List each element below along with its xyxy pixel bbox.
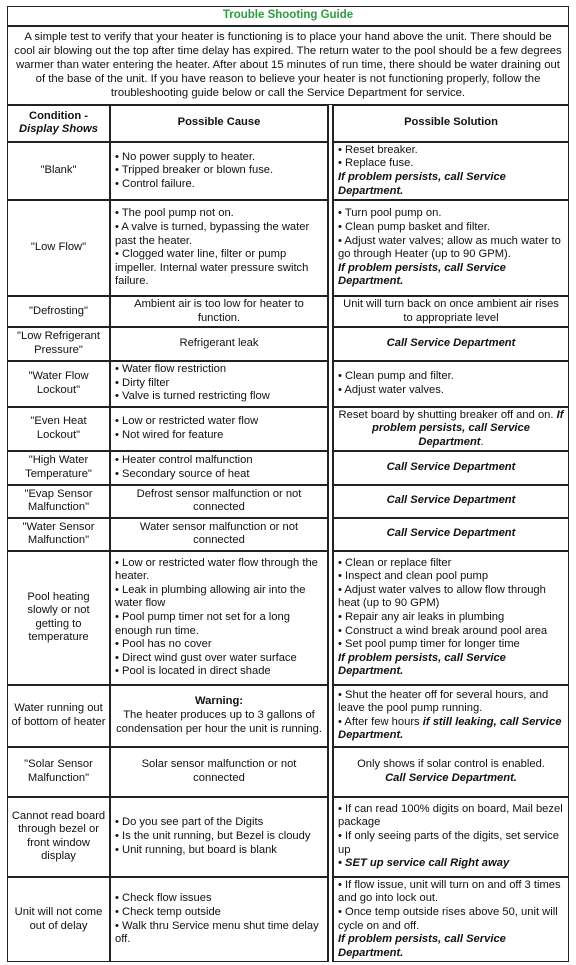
condition-cell: "Blank" bbox=[7, 142, 110, 200]
table-row bbox=[7, 200, 569, 296]
solution-cell: Call Service Department bbox=[333, 451, 569, 484]
solution-cell: • Clean pump and filter. • Adjust water valves. bbox=[333, 361, 569, 407]
table-row bbox=[7, 485, 569, 518]
cause-cell: • Do you see part of the Digits • Is the unit running, but Bezel is cloudy • Unit running, but board is blank bbox=[110, 797, 328, 877]
cause-cell: • The pool pump not on. • A valve is turned, bypassing the water past the heater. • Clogged water line, filter or pump impeller. Internal water pressure switch failure. bbox=[110, 200, 328, 296]
solution-cell: • If can read 100% digits on board, Mail bezel package • If only seeing parts of the digits, set service up • SET up service call Right away bbox=[333, 797, 569, 877]
table-row bbox=[7, 877, 569, 963]
solution-cell: Reset board by shutting breaker off and on. If problem persists, call Service Department. bbox=[333, 407, 569, 452]
cause-cell: • Low or restricted water flow • Not wired for feature bbox=[110, 407, 328, 452]
table-row bbox=[7, 797, 569, 877]
cause-cell: • Heater control malfunction • Secondary source of heat bbox=[110, 451, 328, 484]
table-row bbox=[7, 551, 569, 685]
solution-cell: Call Service Department bbox=[333, 518, 569, 551]
solution-cell: • Shut the heater off for several hours, and leave the pool pump running. • After few hours if still leaking, call Service Department. bbox=[333, 685, 569, 747]
table-row bbox=[7, 747, 569, 797]
table-row bbox=[7, 361, 569, 407]
warning-label: Warning: bbox=[194, 695, 244, 708]
table-row bbox=[7, 296, 569, 327]
solution-cell: • Clean or replace filter • Inspect and clean pool pump • Adjust water valves to allow flow through heat (up to 90 GPM) • Repair any air leaks in plumbing • Construct a wind break around pool area • Set pool pump timer for longer time If problem persists, call Service Department. bbox=[333, 551, 569, 685]
cause-cell: • Low or restricted water flow through the heater. • Leak in plumbing allowing air into the water flow • Pool pump timer not set for a long enough run time. • Pool has no cover • Direct wind gust over water surface • Pool is located in direct shade bbox=[110, 551, 328, 685]
header-row bbox=[7, 105, 569, 142]
table-row bbox=[7, 327, 569, 360]
header-solution: Possible Solution bbox=[333, 105, 569, 142]
solution-cell: Only shows if solar control is enabled. Call Service Department. bbox=[333, 747, 569, 797]
table-row bbox=[7, 142, 569, 200]
condition-cell: "High Water Temperature" bbox=[7, 451, 110, 484]
condition-cell: "Low Flow" bbox=[7, 200, 110, 296]
solution-cell: Call Service Department bbox=[333, 327, 569, 360]
table-row bbox=[7, 451, 569, 484]
condition-cell: "Even Heat Lockout" bbox=[7, 407, 110, 452]
condition-cell: Unit will not come out of delay bbox=[7, 877, 110, 963]
cause-cell: Defrost sensor malfunction or not connected bbox=[110, 485, 328, 518]
condition-cell: "Defrosting" bbox=[7, 296, 110, 327]
condition-cell: "Solar Sensor Malfunction" bbox=[7, 747, 110, 797]
cause-cell: Refrigerant leak bbox=[110, 327, 328, 360]
condition-cell: "Water Flow Lockout" bbox=[7, 361, 110, 407]
condition-cell: "Water Sensor Malfunction" bbox=[7, 518, 110, 551]
solution-cell: • If flow issue, unit will turn on and off 3 times and go into lock out. • Once temp outside rises above 50, unit will cycle on and off. If problem persists, call Service Department. bbox=[333, 877, 569, 963]
cause-cell: • No power supply to heater. • Tripped breaker or blown fuse. • Control failure. bbox=[110, 142, 328, 200]
solution-cell: Call Service Department bbox=[333, 485, 569, 518]
condition-cell: "Evap Sensor Malfunction" bbox=[7, 485, 110, 518]
cause-cell: Warning: The heater produces up to 3 gallons of condensation per hour the unit is running. bbox=[110, 685, 328, 747]
cause-cell: Water sensor malfunction or not connected bbox=[110, 518, 328, 551]
condition-cell: "Low Refrigerant Pressure" bbox=[7, 327, 110, 360]
solution-cell: • Reset breaker. • Replace fuse. If problem persists, call Service Department. bbox=[333, 142, 569, 200]
header-cause: Possible Cause bbox=[110, 105, 328, 142]
troubleshooting-guide bbox=[7, 6, 569, 962]
condition-cell: Pool heating slowly or not getting to temperature bbox=[7, 551, 110, 685]
table-row bbox=[7, 685, 569, 747]
guide-title: Trouble Shooting Guide bbox=[7, 6, 569, 26]
table-row bbox=[7, 407, 569, 452]
cause-cell: Solar sensor malfunction or not connected bbox=[110, 747, 328, 797]
cause-cell: Ambient air is too low for heater to function. bbox=[110, 296, 328, 327]
solution-cell: Unit will turn back on once ambient air rises to appropriate level bbox=[333, 296, 569, 327]
solution-cell: • Turn pool pump on. • Clean pump basket and filter. • Adjust water valves; allow as much water to go through Heater (up to 90 GPM). If problem persists, call Service Department. bbox=[333, 200, 569, 296]
intro-paragraph: A simple test to verify that your heater is functioning is to place your hand above the unit. There should be cool air blowing out the top after time delay has expired. The return water to the pool should be a few degrees warmer than water entering the heater. After about 15 minutes of run time, there should be water draining out of the base of the unit. If you have reason to believe your heater is not functioning properly, follow the troubleshooting guide below or call the Service Department for service. bbox=[7, 26, 569, 105]
header-condition: Condition - Display Shows bbox=[7, 105, 110, 142]
troubleshooting-table bbox=[7, 6, 569, 962]
cause-cell: • Check flow issues • Check temp outside • Walk thru Service menu shut time delay off. bbox=[110, 877, 328, 963]
table-row bbox=[7, 518, 569, 551]
condition-cell: Water running out of bottom of heater bbox=[7, 685, 110, 747]
cause-cell: • Water flow restriction • Dirty filter • Valve is turned restricting flow bbox=[110, 361, 328, 407]
condition-cell: Cannot read board through bezel or front window display bbox=[7, 797, 110, 877]
